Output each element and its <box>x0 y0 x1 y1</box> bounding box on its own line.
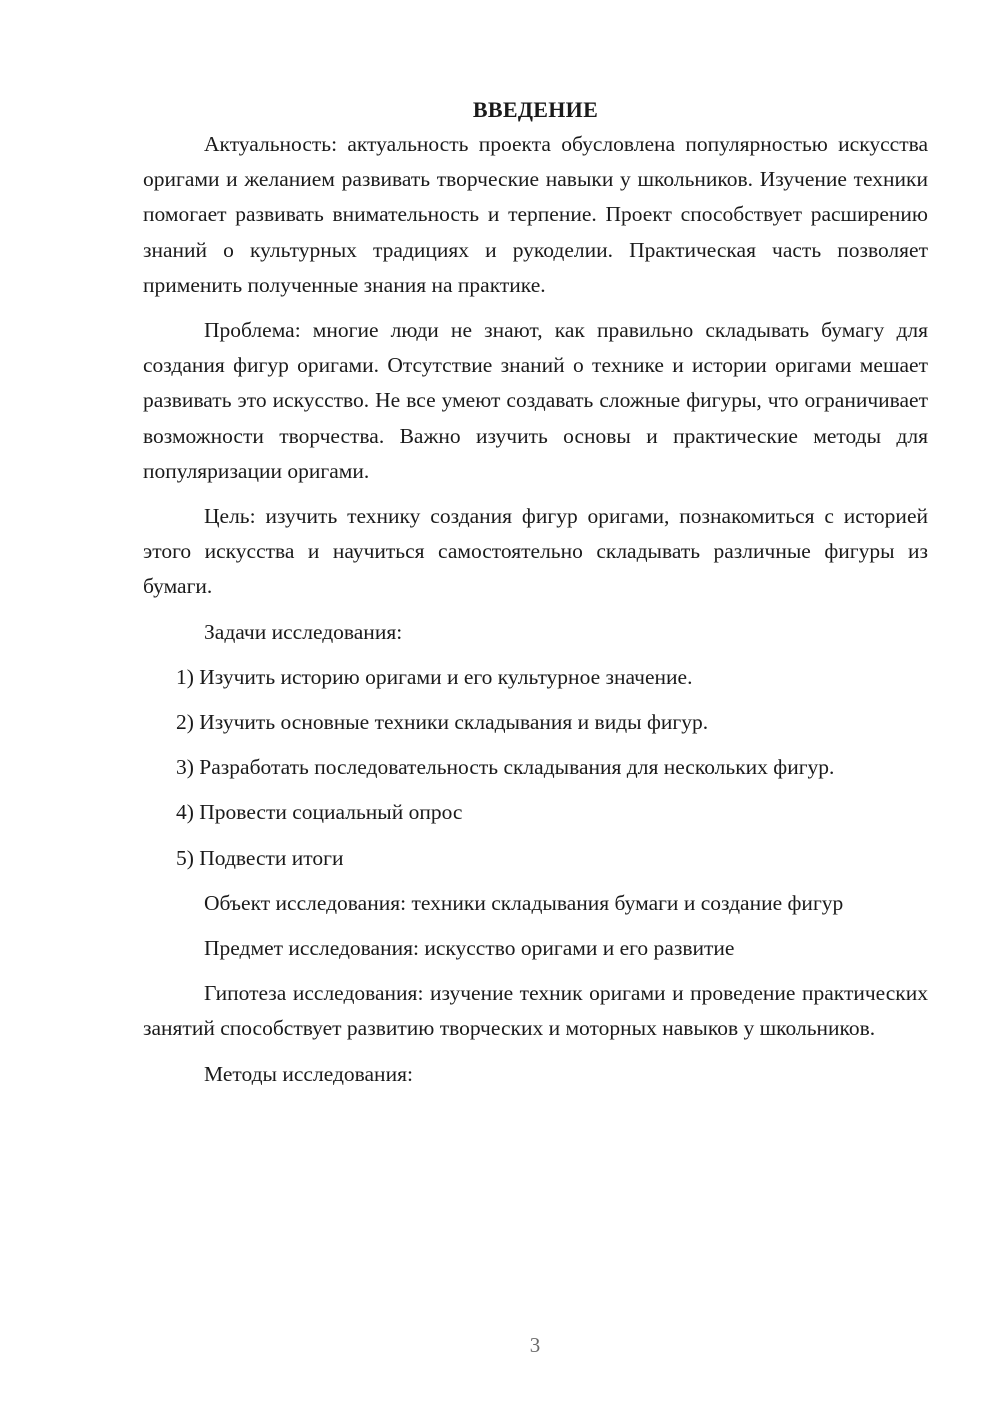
paragraph-hypothesis: Гипотеза исследования: изучение техник оригами и проведение практических занятий способствует развитию творческих и моторных навыков у школьников. <box>143 981 928 1041</box>
task-item-5: 5) Подвести итоги <box>176 845 344 870</box>
paragraph-relevance: Актуальность: актуальность проекта обусловлена популярностью искусства оригами и желанием развивать творческие навыки у школьников. Изучение техники помогает развивать внимательность и терпение. Проект способствует расширению знаний о культурных традициях и рукоделии. Практическая часть позволяет применить полученные знания на практике. <box>143 132 928 297</box>
page-content <box>143 92 928 1092</box>
task-item-3: 3) Разработать последовательность складывания для нескольких фигур. <box>176 755 835 780</box>
paragraph-goal: Цель: изучить технику создания фигур оригами, познакомиться с историей этого искусства и научиться самостоятельно складывать различные фигуры из бумаги. <box>143 504 928 599</box>
task-item-1: 1) Изучить историю оригами и его культурное значение. <box>176 664 693 689</box>
task-item-4: 4) Провести социальный опрос <box>176 800 463 825</box>
section-heading: ВВЕДЕНИЕ <box>472 97 599 122</box>
methods-title: Методы исследования: <box>204 1061 413 1086</box>
task-item-2: 2) Изучить основные техники складывания и виды фигур. <box>176 710 709 735</box>
tasks-title: Задачи исследования: <box>204 619 403 644</box>
page-number: 3 <box>529 1333 541 1357</box>
paragraph-object: Объект исследования: техники складывания бумаги и создание фигур <box>204 890 844 915</box>
paragraph-problem: Проблема: многие люди не знают, как правильно складывать бумагу для создания фигур оригами. Отсутствие знаний о технике и истории оригами мешает развивать это искусство. Не все умеют создавать сложные фигуры, что ограничивает возможности творчества. Важно изучить основы и практические методы для популяризации оригами. <box>143 318 928 483</box>
paragraph-subject: Предмет исследования: искусство оригами и его развитие <box>204 936 735 961</box>
